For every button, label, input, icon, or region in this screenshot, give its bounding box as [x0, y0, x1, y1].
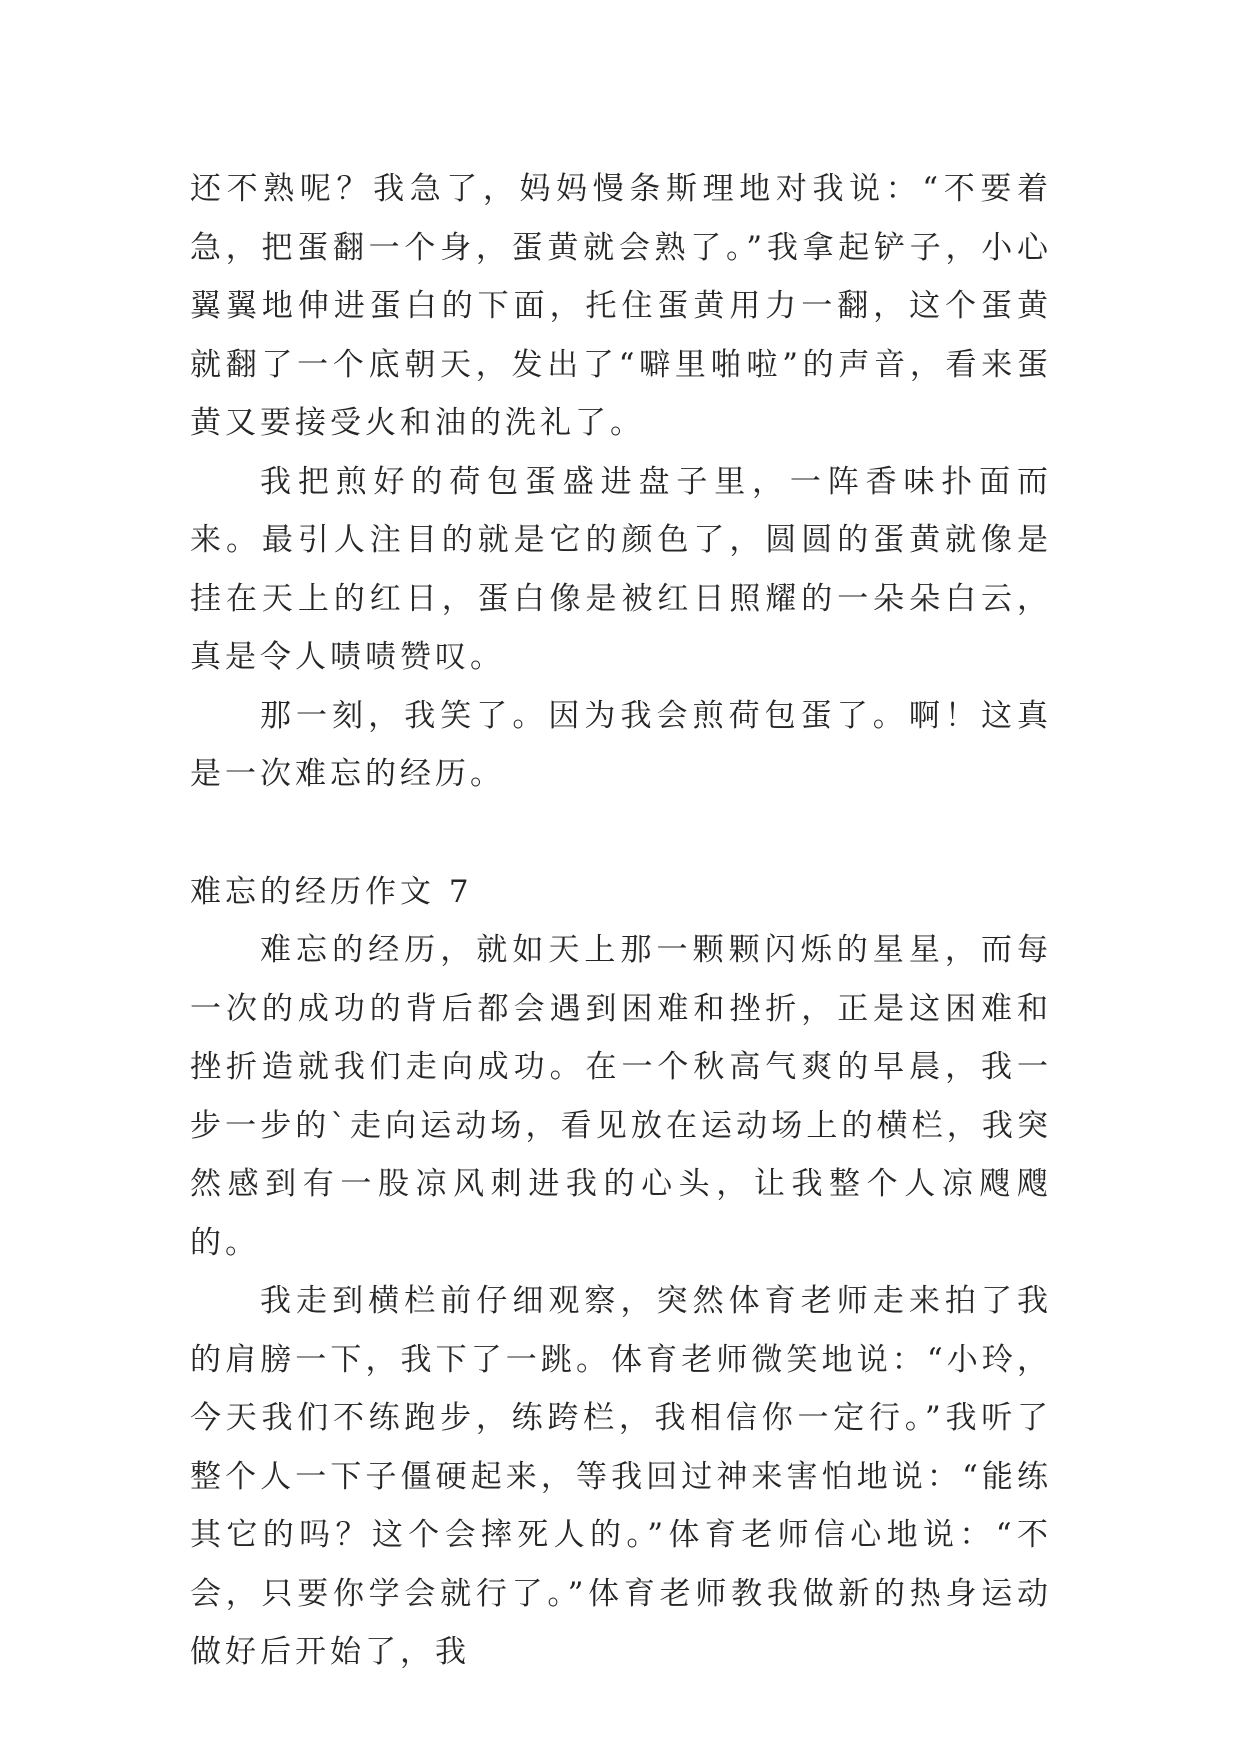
section-title: 难忘的经历作文 7 — [190, 873, 473, 910]
paragraph-continued: 还不熟呢？我急了，妈妈慢条斯理地对我说：“不要着急，把蛋翻一个身，蛋黄就会熟了。”我拿起铲子，小心翼翼地伸进蛋白的下面，托住蛋黄用力一翻，这个蛋黄就翻了一个底朝天，发出了“噼里啪啦”的声音，看来蛋黄又要接受火和油的洗礼了。 — [190, 171, 1052, 441]
document-body — [190, 160, 1052, 1682]
paragraph-conclusion: 那一刻，我笑了。因为我会煎荷包蛋了。啊！这真是一次难忘的经历。 — [190, 697, 1052, 792]
section-paragraph-hurdle: 我走到横栏前仔细观察，突然体育老师走来拍了我的肩膀一下，我下了一跳。体育老师微笑地说：“小玲，今天我们不练跑步，练跨栏，我相信你一定行。”我听了整个人一下子僵硬起来，等我回过神来害怕地说：“能练其它的吗？这个会摔死人的。”体育老师信心地说：“不会，只要你学会就行了。”体育老师教我做新的热身运动做好后开始了，我 — [190, 1283, 1052, 1670]
paragraph-serving-egg: 我把煎好的荷包蛋盛进盘子里，一阵香味扑面而来。最引人注目的就是它的颜色了，圆圆的蛋黄就像是挂在天上的红日，蛋白像是被红日照耀的一朵朵白云，真是令人啧啧赞叹。 — [190, 463, 1052, 675]
section-paragraph-intro: 难忘的经历，就如天上那一颗颗闪烁的星星，而每一次的成功的背后都会遇到困难和挫折，正是这困难和挫折造就我们走向成功。在一个秋高气爽的早晨，我一步一步的`走向运动场，看见放在运动场上的横栏，我突然感到有一股凉风刺进我的心头，让我整个人凉飕飕的。 — [190, 932, 1052, 1261]
